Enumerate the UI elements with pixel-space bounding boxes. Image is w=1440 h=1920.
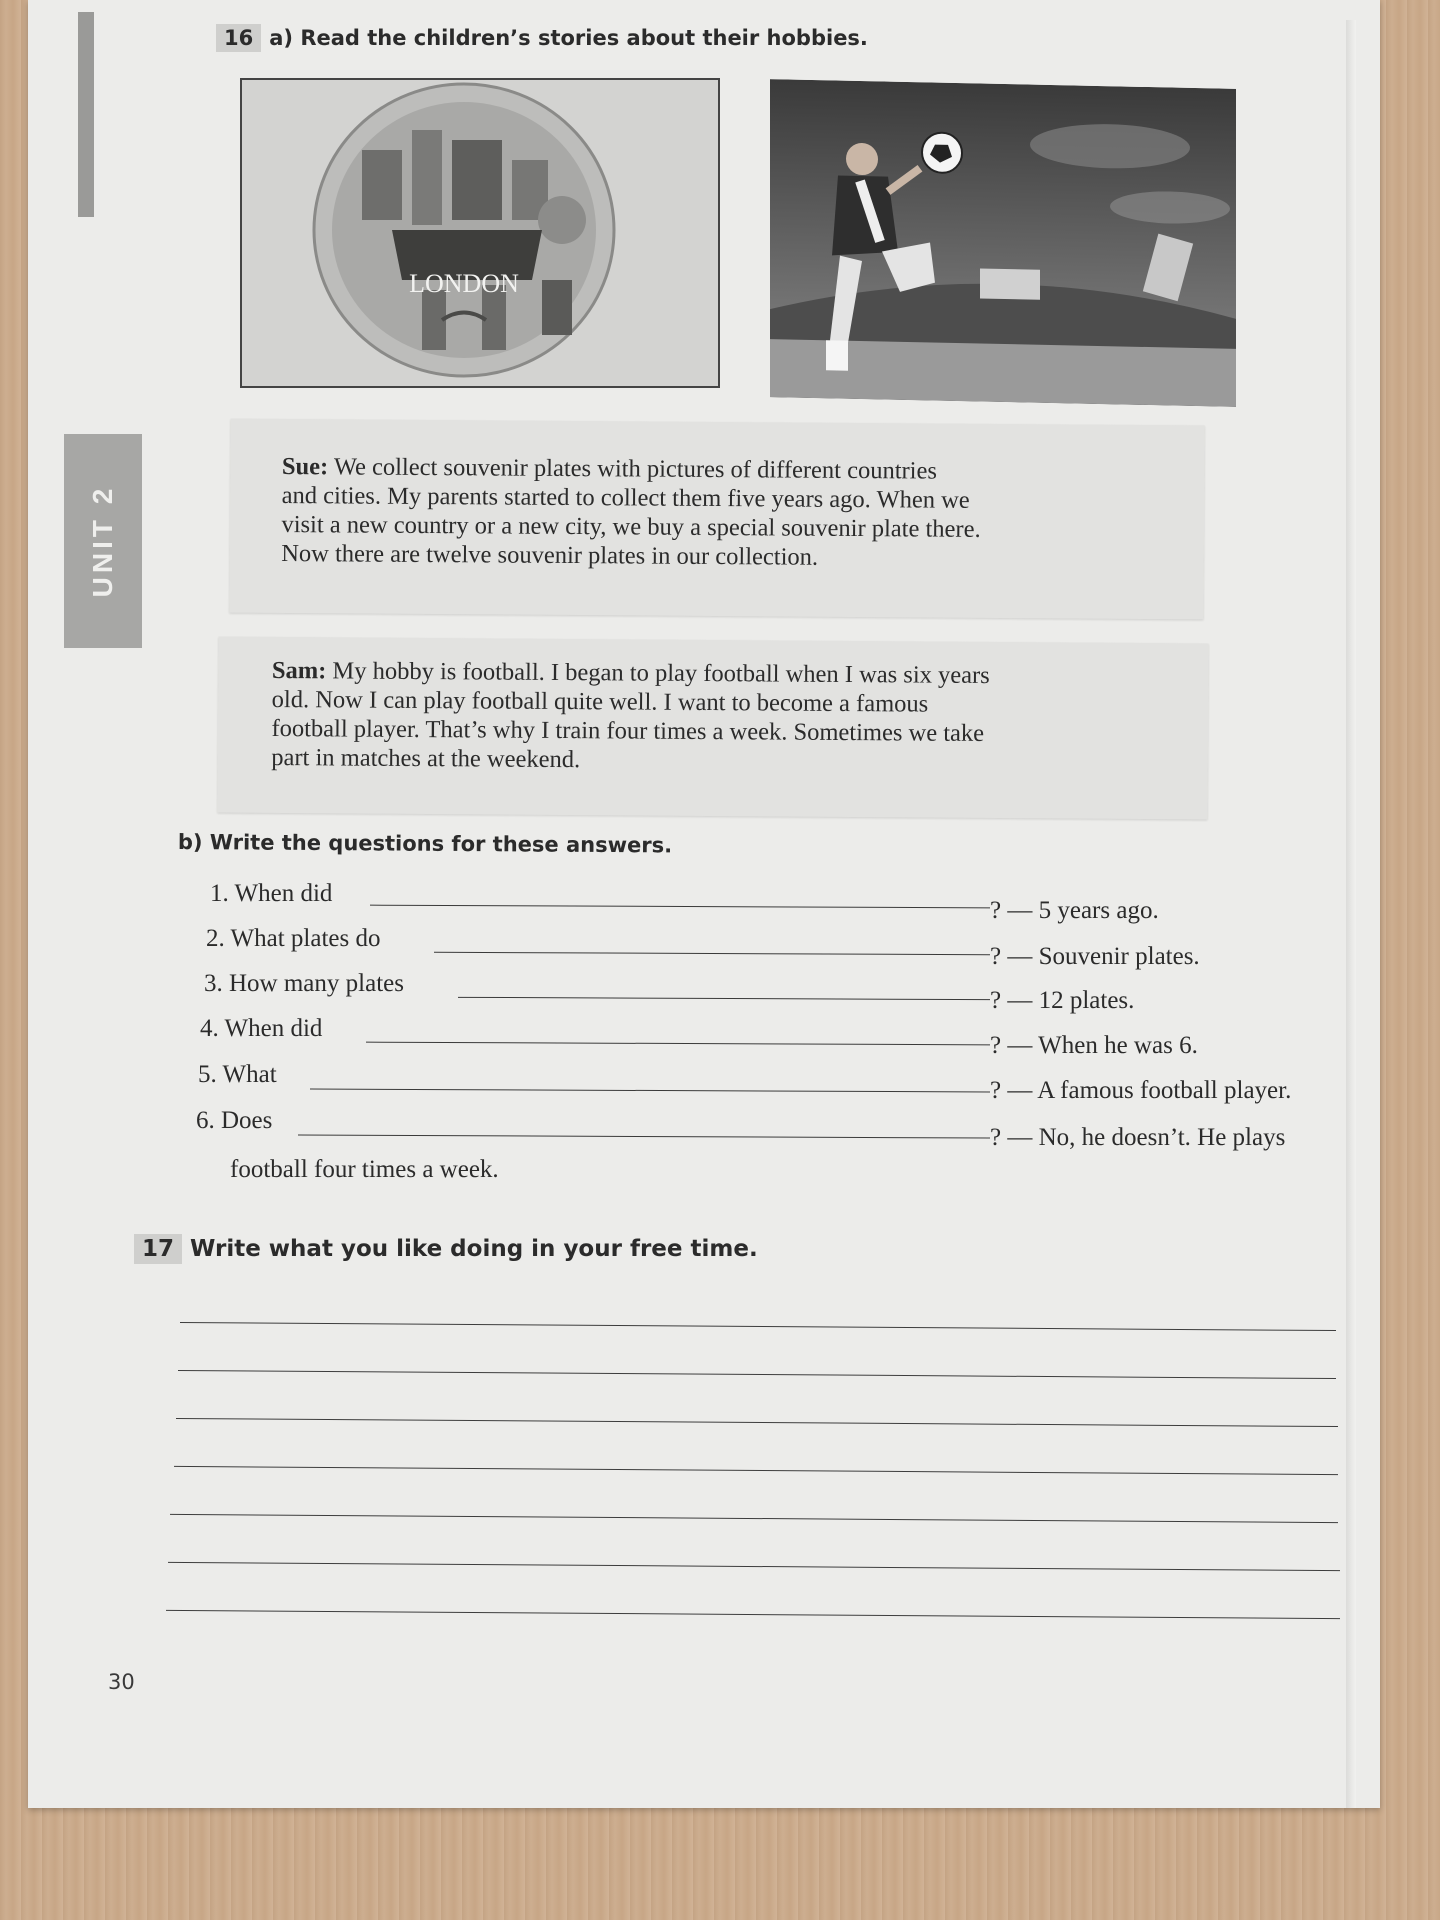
football-player-photo bbox=[770, 79, 1236, 407]
task16b-heading: b) Write the questions for these answers. bbox=[177, 830, 673, 858]
binding-strip bbox=[78, 12, 94, 217]
unit-tab-label: UNIT 2 bbox=[87, 484, 118, 598]
souvenir-plate-image bbox=[242, 80, 718, 386]
question-1-answer: ? — 5 years ago. bbox=[990, 897, 1159, 924]
souvenir-plate-photo bbox=[240, 78, 720, 388]
question-2-answer: ? — Souvenir plates. bbox=[990, 943, 1200, 970]
question-3-answer: ? — 12 plates. bbox=[990, 987, 1135, 1014]
sam-story-line: old. Now I can play football quite well. I want to become a famous bbox=[271, 685, 929, 718]
task16-heading bbox=[216, 24, 868, 52]
question-6-continuation: football four times a week. bbox=[230, 1156, 499, 1183]
question-5-answer: ? — A famous football player. bbox=[990, 1077, 1292, 1104]
question-2-prompt: 2. What plates do bbox=[206, 925, 381, 952]
sam-story bbox=[271, 656, 990, 777]
sam-story-line: part in matches at the weekend. bbox=[271, 743, 581, 774]
task17-heading bbox=[134, 1234, 758, 1264]
page-number: 30 bbox=[108, 1670, 135, 1694]
sue-story-line: visit a new country or a new city, we buy a special souvenir plate there. bbox=[281, 510, 981, 543]
sue-story bbox=[281, 452, 981, 573]
task17-heading-text: Write what you like doing in your free time. bbox=[190, 1236, 758, 1262]
question-6-prompt: 6. Does bbox=[196, 1107, 273, 1134]
sue-story-text: We collect souvenir plates with pictures of different countries bbox=[333, 453, 938, 485]
sam-story-text: My hobby is football. I began to play football when I was six years bbox=[332, 657, 990, 690]
question-6-answer: ? — No, he doesn’t. He plays bbox=[990, 1124, 1286, 1151]
task16-number: 16 bbox=[216, 24, 261, 52]
unit-tab bbox=[64, 434, 142, 648]
sue-story-line: and cities. My parents started to collect them five years ago. When we bbox=[281, 481, 970, 514]
question-1-prompt: 1. When did bbox=[210, 880, 333, 907]
question-5-prompt: 5. What bbox=[198, 1061, 277, 1088]
task17-number: 17 bbox=[134, 1234, 182, 1264]
football-player-image bbox=[770, 79, 1236, 407]
question-4-answer: ? — When he was 6. bbox=[990, 1032, 1198, 1059]
sue-speaker: Sue: bbox=[281, 452, 329, 481]
sue-story-line: Now there are twelve souvenir plates in our collection. bbox=[281, 539, 819, 571]
plate-caption: LONDON bbox=[409, 269, 519, 298]
question-3-prompt: 3. How many plates bbox=[204, 970, 404, 997]
sam-story-line: football player. That’s why I train four times a week. Sometimes we take bbox=[271, 714, 985, 747]
question-4-prompt: 4. When did bbox=[200, 1015, 323, 1042]
sam-speaker: Sam: bbox=[271, 657, 327, 685]
page-edge bbox=[1346, 20, 1356, 1808]
task16-heading-a: a) Read the children’s stories about their hobbies. bbox=[269, 26, 868, 50]
